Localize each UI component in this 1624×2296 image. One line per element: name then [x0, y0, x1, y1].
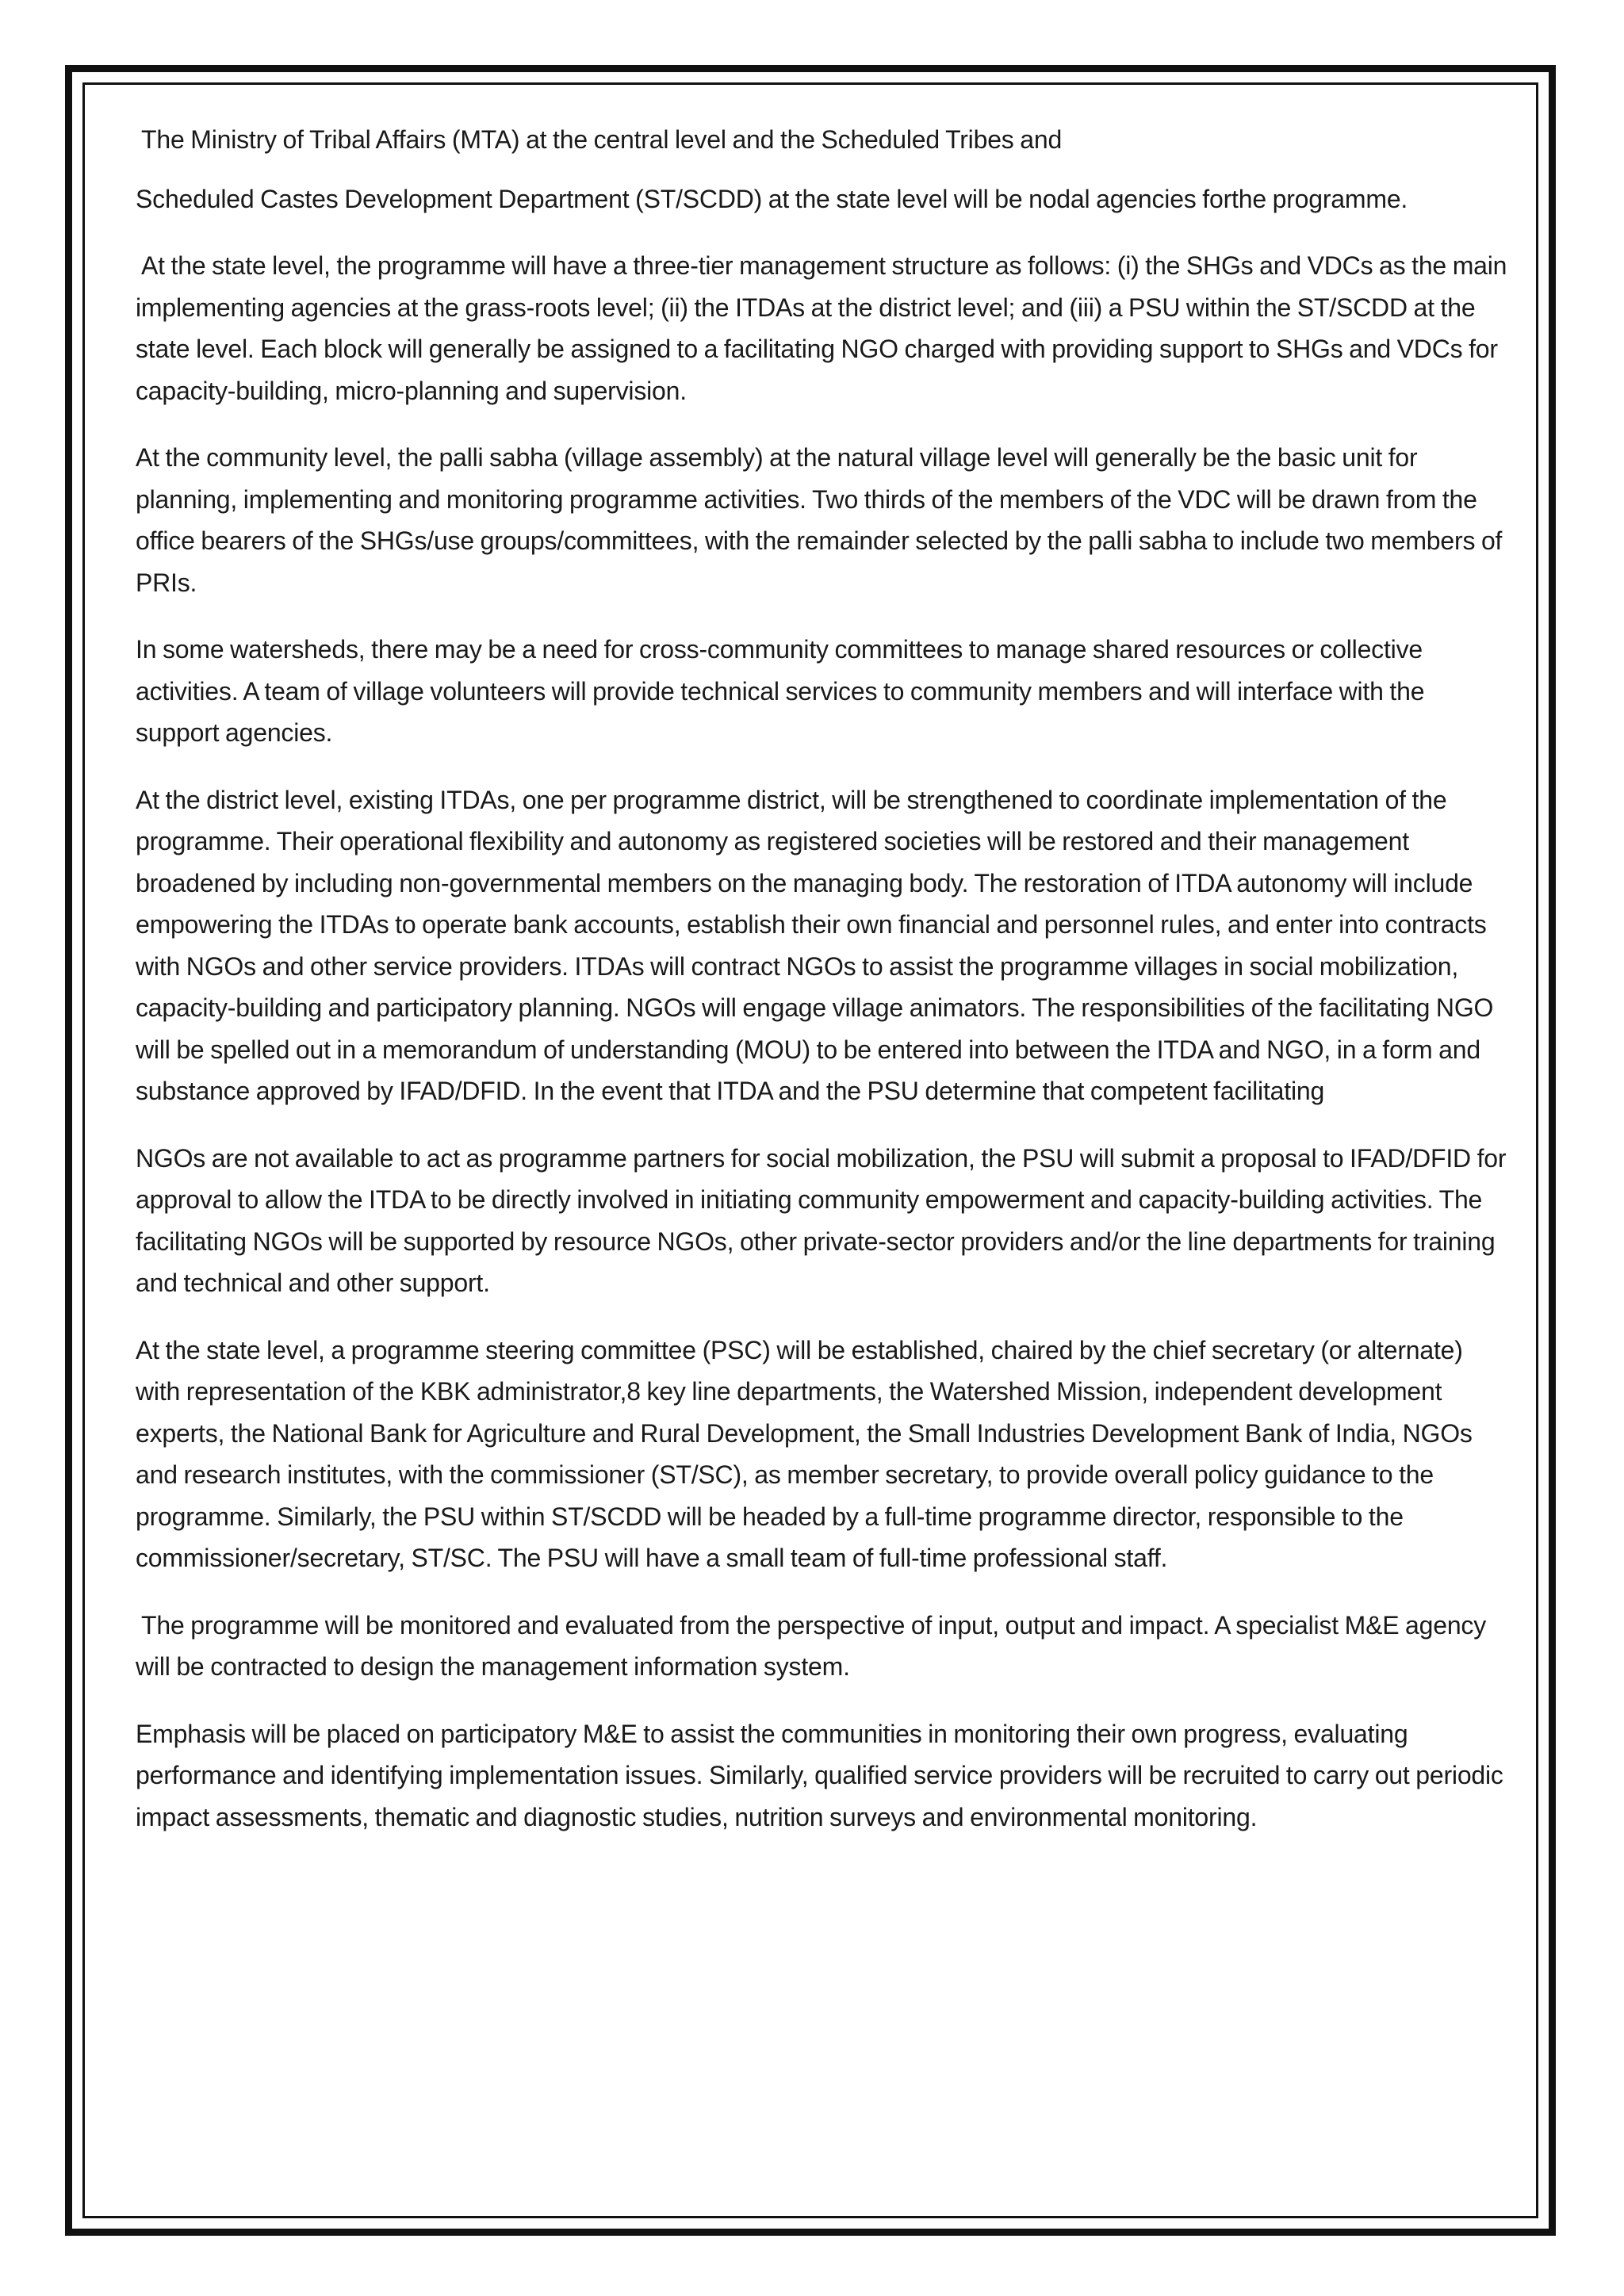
- paragraph-district-level: At the district level, existing ITDAs, one per programme district, will be strengthened to coordinate implementation of the programme. Their operational flexibility and autonomy as registered societies will be restored and their management broadened by including non-governmental members on the managing body. The restoration of ITDA autonomy will include empowering the ITDAs to operate bank accounts, establish their own financial and personnel rules, and enter into contracts with NGOs and other service providers. ITDAs will contract NGOs to assist the programme villages in social mobilization, capacity-building and participatory planning. NGOs will engage village animators. The responsibilities of the facilitating NGO will be spelled out in a memorandum of understanding (MOU) to be entered into between the ITDA and NGO, in a form and substance approved by IFAD/DFID. In the event that ITDA and the PSU determine that competent facilitating: [136, 785, 1494, 1105]
- paragraph-watersheds: In some watersheds, there may be a need for cross-community committees to manage shared resources or collective activities. A team of village volunteers will provide technical services to community members and will interface with the support agencies.: [136, 635, 1425, 747]
- paragraph-participatory-me: Emphasis will be placed on participatory M&E to assist the communities in monitoring their own progress, evaluating performance and identifying implementation issues. Similarly, qualified service providers will be recruited to carry out periodic impact assessments, thematic and diagnostic studies, nutrition surveys and environmental monitoring.: [136, 1719, 1503, 1831]
- paragraph-steering-committee: At the state level, a programme steering committee (PSC) will be established, chaired by the chief secretary (or alternate) with representation of the KBK administrator,8 key line departments, the Watershed Mission, independent development experts, the National Bank for Agriculture and Rural Development, the Small Industries Development Bank of India, NGOs and research institutes, with the commissioner (ST/SC), as member secretary, to provide overall policy guidance to the programme. Similarly, the PSU within ST/SCDD will be headed by a full-time programme director, responsible to the commissioner/secretary, ST/SC. The PSU will have a small team of full-time professional staff.: [136, 1335, 1473, 1572]
- paragraph-nodal-agencies: Scheduled Castes Development Department (ST/SCDD) at the state level will be nodal agencies forthe programme.: [136, 184, 1408, 213]
- document-body: [136, 119, 1507, 1863]
- paragraph-community-level: At the community level, the palli sabha (village assembly) at the natural village level will generally be the basic unit for planning, implementing and monitoring programme activities. Two thirds of the members of the VDC will be drawn from the office bearers of the SHGs/use groups/committees, with the remainder selected by the palli sabha to include two members of PRIs.: [136, 443, 1503, 597]
- paragraph-ngo-availability: NGOs are not available to act as programme partners for social mobilization, the PSU will submit a proposal to IFAD/DFID for approval to allow the ITDA to be directly involved in initiating community empowerment and capacity-building activities. The facilitating NGOs will be supported by resource NGOs, other private-sector providers and/or the line departments for training and technical and other support.: [136, 1143, 1507, 1297]
- paragraph-monitoring-evaluation: The programme will be monitored and evaluated from the perspective of input, output and impact. A specialist M&E agency will be contracted to design the management information system.: [136, 1610, 1487, 1681]
- paragraph-nodal-agencies-intro: The Ministry of Tribal Affairs (MTA) at the central level and the Scheduled Tribes and: [141, 125, 1063, 154]
- paragraph-management-structure: At the state level, the programme will have a three-tier management structure as follows: (i) the SHGs and VDCs as the main implementing agencies at the grass-roots level; (ii) the ITDAs at the district level; and (iii) a PSU within the ST/SCDD at the state level. Each block will generally be assigned to a facilitating NGO charged with providing support to SHGs and VDCs for capacity-building, micro-planning and supervision.: [136, 251, 1507, 405]
